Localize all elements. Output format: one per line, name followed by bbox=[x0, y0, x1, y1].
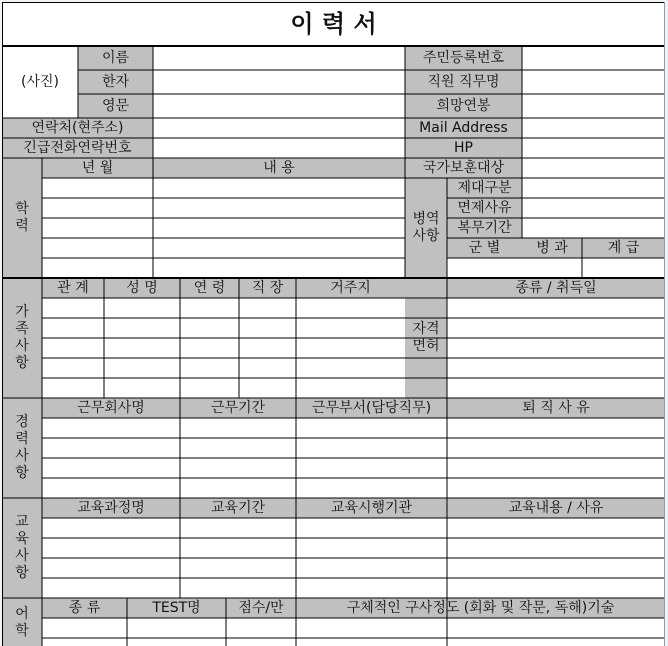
family-char: 사 bbox=[15, 338, 29, 354]
training-course-header: 교육과정명 bbox=[77, 500, 145, 516]
training-content-header: 교육내용 / 사유 bbox=[508, 500, 604, 516]
family-residence-header: 거주지 bbox=[330, 280, 371, 296]
exemption-reason-label: 면제사유 bbox=[457, 200, 512, 216]
family-char: 가 bbox=[15, 304, 29, 320]
english-name-label: 영문 bbox=[101, 98, 130, 114]
language-char: 어 bbox=[15, 606, 29, 622]
language-char: 학 bbox=[15, 623, 29, 639]
license-type-date-header: 종류 / 취득일 bbox=[515, 280, 597, 296]
training-section-label bbox=[2, 498, 42, 598]
career-char: 항 bbox=[15, 465, 29, 481]
education-year-month-header: 년 월 bbox=[81, 160, 114, 176]
license-line: 면허 bbox=[412, 338, 440, 354]
career-char: 사 bbox=[15, 448, 29, 464]
family-section-label bbox=[2, 278, 42, 398]
training-char: 교 bbox=[15, 514, 29, 530]
military-line: 사항 bbox=[412, 228, 440, 244]
family-workplace-header: 직 장 bbox=[251, 280, 284, 296]
training-period-header: 교육기간 bbox=[210, 500, 266, 516]
veteran-label: 국가보훈대상 bbox=[422, 160, 505, 176]
license-line: 자격 bbox=[412, 321, 440, 337]
sheet-right-edge bbox=[664, 2, 665, 646]
desired-salary-label: 희망연봉 bbox=[436, 98, 491, 114]
training-institution-header: 교육시행기관 bbox=[330, 500, 413, 516]
language-type-header: 종 류 bbox=[68, 600, 101, 616]
education-char: 력 bbox=[15, 218, 29, 234]
military-branch-header: 군 별 bbox=[468, 240, 501, 256]
language-section-label bbox=[2, 598, 42, 646]
career-section-label bbox=[2, 398, 42, 498]
education-section-label bbox=[2, 158, 42, 278]
career-leave-reason-header: 퇴 직 사 유 bbox=[522, 400, 590, 416]
service-period-label: 복무기간 bbox=[457, 220, 512, 236]
family-age-header: 연 령 bbox=[193, 280, 226, 296]
photo-placeholder: (사진) bbox=[21, 74, 59, 90]
career-company-header: 근무회사명 bbox=[77, 400, 145, 416]
resume-sheet bbox=[2, 2, 665, 646]
contact-address-label: 연락처(현주소) bbox=[31, 120, 124, 136]
military-line: 병역 bbox=[412, 211, 440, 227]
training-char: 항 bbox=[15, 565, 29, 581]
resident-number-label: 주민등록번호 bbox=[422, 50, 505, 66]
education-content-header: 내 용 bbox=[263, 160, 295, 176]
career-char: 경 bbox=[15, 414, 29, 430]
hp-label: HP bbox=[454, 140, 473, 156]
language-test-header: TEST명 bbox=[152, 600, 201, 616]
family-name-header: 성 명 bbox=[126, 280, 158, 296]
emergency-contact-label: 긴급전화연락번호 bbox=[23, 140, 132, 156]
document-title: 이 력 서 bbox=[290, 9, 377, 38]
training-char: 육 bbox=[15, 531, 29, 547]
career-department-header: 근무부서(담당직무) bbox=[311, 400, 432, 416]
training-char: 사 bbox=[15, 548, 29, 564]
hanja-label: 한자 bbox=[101, 74, 130, 90]
mail-address-label: Mail Address bbox=[419, 120, 508, 136]
military-rank-header: 계 급 bbox=[607, 240, 640, 256]
family-relation-header: 관 계 bbox=[57, 280, 89, 296]
family-char: 족 bbox=[15, 321, 29, 337]
job-title-label: 직원 직무명 bbox=[427, 74, 500, 90]
family-char: 항 bbox=[15, 355, 29, 371]
military-section-label bbox=[405, 178, 447, 278]
language-score-header: 점수/만 bbox=[238, 600, 284, 616]
license-section-label bbox=[405, 278, 447, 398]
language-proficiency-header: 구체적인 구사정도 (회화 및 작문, 독해)기술 bbox=[346, 600, 615, 616]
career-char: 력 bbox=[15, 431, 29, 447]
career-period-header: 근무기간 bbox=[210, 400, 266, 416]
name-label: 이름 bbox=[101, 50, 130, 66]
discharge-type-label: 제대구분 bbox=[457, 180, 512, 196]
education-char: 학 bbox=[15, 201, 29, 217]
military-specialty-header: 병 과 bbox=[536, 240, 568, 256]
